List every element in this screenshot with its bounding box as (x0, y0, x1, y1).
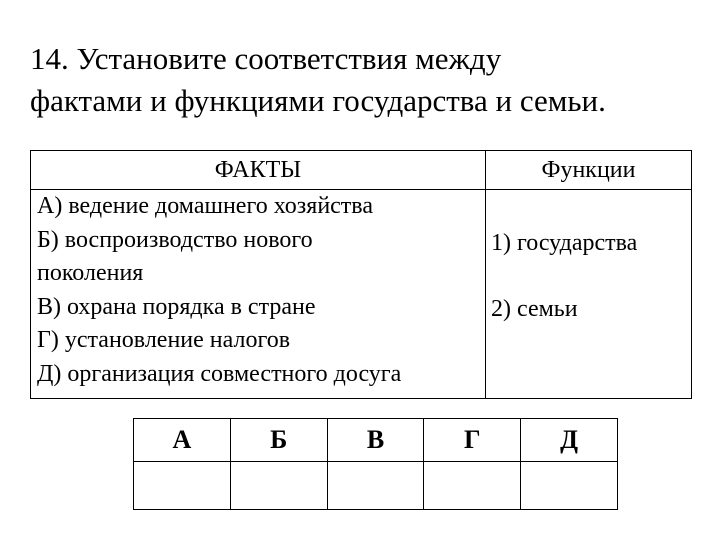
answer-letter-b: Б (230, 419, 327, 462)
matching-table (30, 150, 692, 399)
answer-letter-a: А (134, 419, 231, 462)
fact-item-d: Д) организация совместного досуга (37, 360, 402, 387)
matching-table-body-row (31, 190, 692, 399)
facts-header: ФАКТЫ (31, 151, 486, 190)
answer-letter-g: Г (424, 419, 521, 462)
function-item-2: 2) семьи (491, 296, 578, 322)
answer-letter-d: Д (521, 419, 618, 462)
answer-cell-g[interactable] (424, 462, 521, 510)
fact-item-b: Б) воспроизводство нового (37, 226, 313, 253)
answer-cell-v[interactable] (327, 462, 424, 510)
fact-item-b-continued: поколения (37, 260, 144, 286)
answer-cell-a[interactable] (134, 462, 231, 510)
task-title (30, 38, 710, 122)
answer-input-row (134, 462, 618, 510)
fact-item-v: В) охрана порядка в стране (37, 293, 316, 320)
answer-grid (133, 418, 618, 510)
task-title-line-1: 14. Установите соответствия между (30, 41, 502, 76)
matching-table-header-row (31, 151, 692, 190)
answer-cell-d[interactable] (521, 462, 618, 510)
fact-item-g: Г) установление налогов (37, 327, 291, 353)
fact-item-a: А) ведение домашнего хозяйства (37, 193, 373, 219)
functions-header: Функции (486, 151, 692, 190)
function-item-1: 1) государства (491, 230, 638, 256)
answer-letter-v: В (327, 419, 424, 462)
answer-cell-b[interactable] (230, 462, 327, 510)
facts-list (31, 190, 486, 399)
answer-letters-row (134, 419, 618, 462)
task-title-line-2: фактами и функциями государства и семьи. (30, 83, 606, 118)
functions-list (486, 190, 692, 399)
